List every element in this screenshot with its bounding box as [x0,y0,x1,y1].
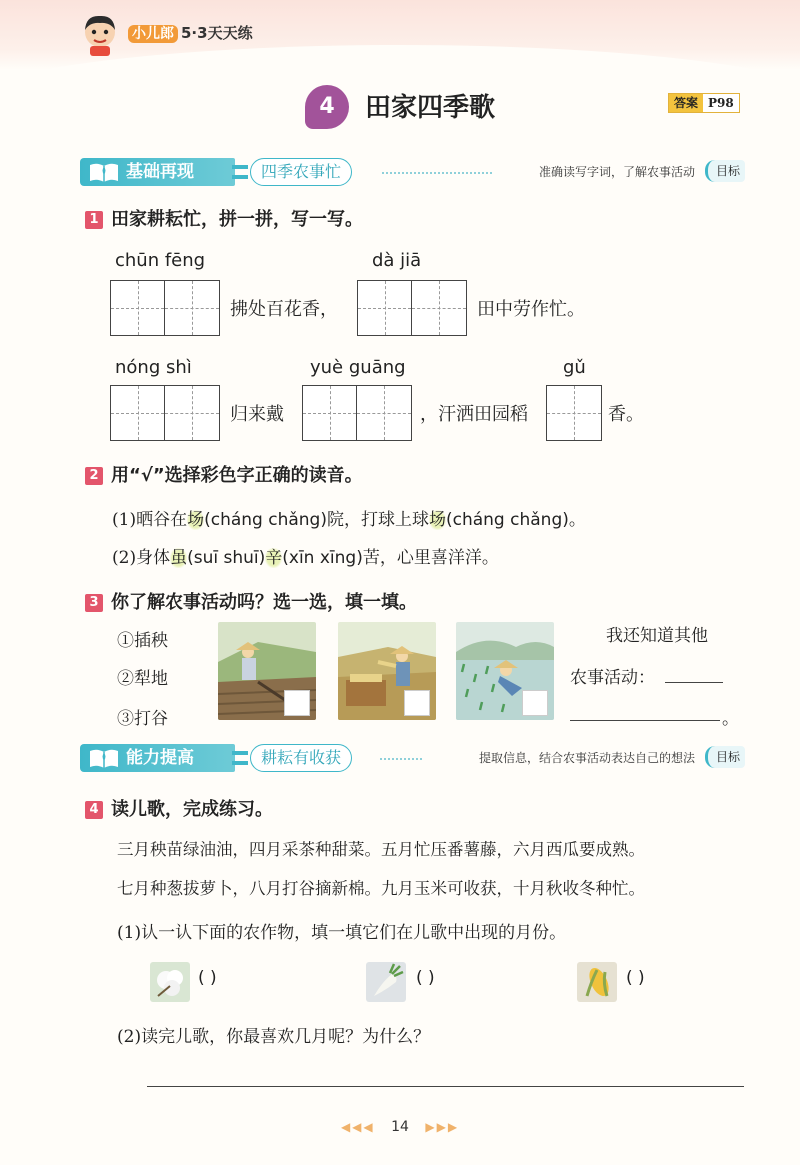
highlight-char: 场 [428,510,446,530]
text-fuchu: 拂处百花香， [230,299,338,320]
farming-picture-plowing [218,622,316,720]
question-1-text: 田家耕耘忙，拼一拼，写一写。 [111,209,363,230]
open-book-icon [88,747,120,769]
sub-question-2: (2)读完儿歌，你最喜欢几月呢？为什么？ [117,1027,431,1047]
brand-logo [128,22,253,43]
section-advanced-title: 能力提高 [80,744,235,772]
question-4-number: 4 [85,801,103,819]
dotted-line [382,172,492,174]
answer-box-3[interactable] [522,690,548,716]
radish-image [366,962,406,1002]
option-dagu: ③打谷 [117,709,168,729]
text-tianzhong: 田中劳作忙。 [477,299,585,320]
answer-paren-corn[interactable]: ( ) [626,968,645,988]
page-number: 14 [391,1119,409,1135]
question-4-title [85,795,273,821]
text-guilai: 归来戴 [230,404,284,425]
extra-activity-line2: 农事活动： [570,668,655,688]
question-1-number: 1 [85,211,103,229]
section-basic [80,158,745,186]
left-arrows-icon: ◀◀◀ [340,1120,375,1134]
pinyin-nongshi: nóng shì [115,357,192,378]
option-lidi: ②犁地 [117,669,168,689]
extra-end-period: 。 [722,709,739,729]
text-hansa: ，汗洒田园稻 [420,404,528,425]
section-advanced-goal: 提取信息，结合农事活动表达自己的想法 [478,751,695,765]
highlight-char: 虽 [170,548,188,568]
lesson-title: 田家四季歌 [365,93,496,123]
answer-box-2[interactable] [404,690,430,716]
writing-grid-dajia[interactable] [357,280,467,336]
pinyin-choice-3[interactable]: (suī shuī) [187,548,266,568]
writing-grid-yueguang[interactable] [302,385,412,441]
brand-series: 5·3天天练 [181,24,253,42]
question-2-text: 用“√”选择彩色字正确的读音。 [111,465,363,486]
farming-picture-planting [456,622,554,720]
pinyin-choice-2[interactable]: (cháng chǎng)。 [445,510,586,530]
open-book-icon [88,161,120,183]
answer-box-1[interactable] [284,690,310,716]
pinyin-choice-4[interactable]: (xīn xīng)苦，心里喜洋洋。 [282,548,499,568]
dotted-line [380,758,422,760]
answer-label: 答案 [669,94,703,112]
question-2-line-2: (2)身体虽(suī shuī)辛(xīn xīng)苦，心里喜洋洋。 [112,548,499,568]
answer-paren-radish[interactable]: ( ) [416,968,435,988]
section-divider [232,165,248,179]
poem-line-2: 七月种葱拔萝卜，八月打谷摘新棉。九月玉米可收获，十月秋收冬种忙。 [117,879,645,898]
highlight-char: 辛 [265,548,283,568]
goal-tag: 目标 [705,746,745,768]
pinyin-chunfeng: chūn fēng [115,250,206,271]
question-3-text: 你了解农事活动吗？选一选，填一填。 [111,592,417,613]
writing-grid-gu[interactable] [546,385,602,441]
option-chayang: ①插秧 [117,631,168,651]
section-basic-goal: 准确读写字词，了解农事活动 [538,165,695,179]
corn-image [577,962,617,1002]
section-basic-title: 基础再现 [80,158,235,186]
writing-grid-nongshi[interactable] [110,385,220,441]
answer-page: P98 [703,94,739,112]
blank-line-2[interactable] [570,720,720,721]
pinyin-gu: gǔ [563,357,586,378]
poem-line-1: 三月秧苗绿油油，四月采茶种甜菜。五月忙压番薯藤，六月西瓜要成熟。 [117,840,645,859]
mascot-icon [80,12,120,56]
question-4-text: 读儿歌，完成练习。 [111,799,273,820]
question-2-number: 2 [85,467,103,485]
highlight-char: 场 [187,510,205,530]
text-xiang: 香。 [608,404,644,425]
pinyin-choice-1[interactable]: (cháng chǎng)院，打球上球 [204,510,429,530]
question-3-title [85,588,417,614]
question-3-number: 3 [85,594,103,612]
page-footer [0,1119,800,1135]
answer-line[interactable] [147,1086,744,1087]
goal-tag: 目标 [705,160,745,182]
farming-picture-threshing [338,622,436,720]
section-advanced-theme: 耕耘有收获 [250,744,352,772]
section-basic-theme: 四季农事忙 [250,158,352,186]
brand-name: 小儿郎 [128,25,178,43]
question-1-title [85,205,363,231]
section-advanced [80,744,745,772]
pinyin-dajia: dà jiā [372,250,422,271]
sub-question-1: (1)认一认下面的农作物，填一填它们在儿歌中出现的月份。 [117,923,567,943]
writing-grid-chunfeng[interactable] [110,280,220,336]
lesson-number-badge: 4 [305,85,349,129]
question-2-title [85,461,363,487]
pinyin-yueguang: yuè guāng [310,357,406,378]
answer-paren-cotton[interactable]: ( ) [198,968,217,988]
extra-activity-line1: 我还知道其他 [606,626,708,646]
answer-page-badge [668,93,740,113]
right-arrows-icon: ▶▶▶ [425,1120,460,1134]
blank-line-1[interactable] [665,682,723,683]
cotton-image [150,962,190,1002]
section-divider [232,751,248,765]
question-2-line-1: (1)晒谷在场(cháng chǎng)院，打球上球场(cháng chǎng)。 [112,510,586,530]
